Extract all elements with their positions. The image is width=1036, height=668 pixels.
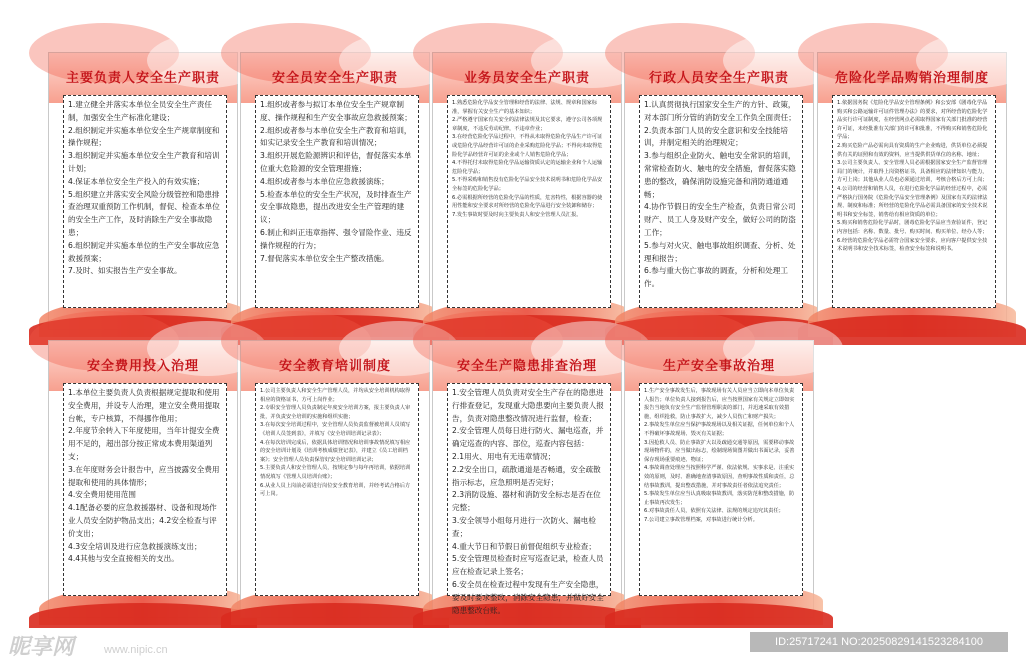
- board-item: 7.公司建立事故管理档案，对事故进行统计分析。: [644, 516, 758, 523]
- board-item: 4.不得托付未取得危险化学品运输资质认定的运输企业和个人运输危险化学品；: [452, 160, 603, 175]
- board-item: 7.督促落实本单位安全生产整改措施。: [260, 253, 389, 263]
- board-item: 2.事故发生单位应当保护事故现场以及相关证据，任何单位和个人不得破坏事故现场、毁灭有关证据；: [644, 422, 795, 437]
- board-title: 安全生产隐患排查治理: [456, 359, 597, 374]
- board-item: 2.购买危险产品必需向具有资质的生产企业购进，供货单位必须提供有关的证照和有效的资料，应当提供供货单位的名称、地址；: [837, 142, 988, 158]
- board-text-box: [639, 95, 803, 308]
- board-item: 5.不得采购和销售没有危险化学品安全技术说明书和危险化学品安全标签的危险化学品；: [452, 177, 603, 192]
- board-item: 4.在每次培训完成后，依据具体培训情况和培训事故情况填写相应的安全培训计划及《培训考核成绩登记表》，并建立《员工培训档案》；安全管理人员负责保管好安全培训培训记录；: [260, 439, 411, 463]
- board-item: 1.熟悉危险化学品安全管理和经营的法律、法规、规章和国家标准，掌握有关安全生产的基本知识；: [452, 100, 598, 115]
- board-item: 1.组织或者参与拟订本单位安全生产规章制度、操作规程和生产安全事故应急救援预案；: [260, 100, 412, 122]
- board-item: 6.从业人员上岗前必需进行岗位安全教育培训，并经考试合格后方可上岗。: [260, 482, 411, 498]
- board-item: 3.在年度财务会计报告中，应当披露安全费用提取和使用的具体情形；: [68, 464, 220, 487]
- board-item: 1.依据国务院《危险化学品安全管理条例》和公安部《剧毒化学品购买和公路运输许可证件管理办法》的要求，对所经营的危险化学品实行许可证制度，在经营网点必需取得国家有关部门批准的经营许可证，未经批准有关部门的许可和批准，不得购买和销售危险化学品；: [837, 100, 988, 141]
- board-title: 安全费用投入治理: [86, 359, 199, 374]
- board-title: 安全教育培训制度: [278, 359, 391, 374]
- board-title: 安全员安全生产职责: [271, 71, 398, 86]
- board-item: 4.事故调查处理应当按照科学严谨、依法依规、实事求是、注重实效的原则，及时、准确地查清事故原因，查明事故性质和责任，总结事故教训，提出整改措施，并对事故责任者依法追究责任；: [644, 465, 795, 489]
- board-item: 1.安全管理人员负责对安全生产存在的隐患进行排查登记，发现重大隐患要向主要负责人报告，负责对隐患整改情况进行监督，检查；: [452, 388, 604, 423]
- board-item: 5.检查本单位的安全生产状况，及时排查生产安全事故隐患，提出改进安全生产管理的建议；: [260, 189, 412, 225]
- board-item: 3.公司主要负责人、安全管理人员必需根据国家安全生产监督管理局门的统计，并取得上岗资格证书，具备相应的法律知识与能力，方可上岗；其他从业人员也必须通过培训，考核合格后方可上岗；: [837, 160, 988, 184]
- board-item: 1.公司主要负责人和安全生产管理人员，并均从安全培训机构取得相应的资格证书，方可上岗作业；: [260, 388, 411, 403]
- board-title: 行政人员安全生产职责: [648, 71, 789, 86]
- board-item: 7.发生事故时要及时向主要负责人和安全管理人员汇报。: [452, 211, 582, 218]
- board-item: 4.4其他与安全直接相关的支出。: [68, 554, 179, 564]
- board-item: 4.组织或者参与本单位应急救援演练；: [260, 176, 389, 186]
- board-item: 2.专职安全管理人员负责制定年度安全培训方案，报主要负责人审批，并负责安全培训的实施和组织实施；: [260, 405, 411, 420]
- board-item: 4.协作节假日的安全生产检查，负责日常公司财产、员工人身及财产安全，做好公司的防盗工作；: [644, 202, 796, 237]
- board-item: 4.3安全培训及进行应急救援演练支出；: [68, 541, 202, 551]
- board-item: 4.公司的经营和销售人员，在进行危险化学品的经营过程中，必需严格执行国务院《危险化学品安全管理条例》及国家有关的法律法规、制度和标准；所经营的危险化学品必需具备国家的安全技术说明书和安全标签，销售给有相应资质的单位；: [837, 185, 988, 218]
- board-item: 2.严格遵守国家有关安全的法律法规及其它要求，遵守公司各项规章制度，不违反劳动纪律，不违章作业；: [452, 117, 603, 132]
- board-item: 1.建立健全并落实本单位全员安全生产责任制，加强安全生产标准化建设；: [68, 100, 212, 122]
- board-item: 5.购买和销售危险化学品时，剧毒危险化学品应当查验证件，登记内容包括：名称、数量、批号、购买时间、购买单位、经办人等；: [837, 220, 988, 235]
- board-text-box: [63, 95, 227, 308]
- board-item: 2.安全管理人员每日进行防火、漏电巡查，并确定巡查的内容、部位，巡查内容包括：: [452, 426, 604, 449]
- board-item: 4.重大节日和节假日前督促组织专业检查；: [452, 541, 596, 551]
- board-text-box: [832, 95, 996, 308]
- board-item: 2.组织制定并实施本单位安全生产规章制度和操作规程；: [68, 125, 220, 148]
- board-6: [48, 340, 238, 618]
- board-item: 3.因抢救人员、防止事故扩大以及疏通交通等原因，需要移动事故现场物件的，应当做出标志，绘制现场简图并做出书面记录，妥善保存现场重要痕迹、物证；: [644, 439, 795, 463]
- board-9: [624, 340, 814, 618]
- board-item: 6.必需根据所经营的危险化学品的性质，危害特性，根据容器的使用性能和安全要求对所经营的危险化学品进行安全装卸和储存；: [452, 194, 603, 210]
- board-item: 5.安全管理员检查时应写巡查记录，检查人员应在检查记录上签名；: [452, 554, 604, 577]
- board-text-box: [255, 383, 419, 596]
- board-8: [432, 340, 622, 618]
- board-item: 3.参与组织企业防火、触电安全常识的培训，常常检查防火、触电的安全措施，督促落实隐患的整改，确保消防设施完备和消防通道通畅；: [644, 151, 796, 199]
- board-item: 5.事故发生单位应当认真吸取事故教训，落实防范和整改措施，防止事故再次发生；: [644, 491, 795, 506]
- board-text-box: [255, 95, 419, 308]
- board-1: [48, 52, 238, 330]
- board-item: 1.本单位主要负责人负责根据规定提取和使用安全费用，并设专人治理，建立安全费用提取台帐，专户核算，不得挪作他用；: [68, 388, 220, 423]
- board-title: 业务员安全生产职责: [463, 71, 590, 86]
- board-item: 2.1用火、用电有无违章情况；: [452, 451, 556, 461]
- board-item: 3.在每次安全培训过程中，安全管理人员负责监督被培训人员填写《培训人员签到表》，并填写《安全培训培训记录表》；: [260, 422, 411, 437]
- board-item: 4.安全费用使用范围: [68, 490, 136, 500]
- board-text-box: [447, 95, 611, 308]
- board-item: 3.组织制定并实施本单位安全生产教育和培训计划；: [68, 151, 220, 173]
- board-3: [432, 52, 622, 330]
- board-item: 6.组织制定并实施本单位的生产安全事故应急救援预案；: [68, 240, 220, 263]
- board-item: 5.组织建立并落实安全风险分级管控和隐患排查治理双重预防工作机制，督促、检查本单位的安全生产工作，及时消除生产安全事故隐患；: [68, 189, 220, 237]
- board-item: 1.生产安全事故发生后，事故现场有关人员应当立即向本单位负责人报告；单位负责人接到报告后，应当按照国家有关规定立即如实报告当地负有安全生产监督管理职责的部门，并迅速采取有效措施，组织抢救，防止事故扩大，减少人员伤亡和财产损失；: [644, 388, 795, 420]
- board-item: 6.经营的危险化学品必需符合国家安全要求，应向客户提供安全技术说明书和安全技术标签，检查安全标签和说明书。: [837, 237, 988, 253]
- watermark-url: www.nipic.cn: [104, 644, 168, 656]
- board-item: 5.参与对火灾、触电事故组织调查、分析、处理和报告；: [644, 240, 796, 263]
- board-item: 4.保证本单位安全生产投入的有效实施；: [68, 176, 205, 186]
- board-item: 2.3消防设施、器材和消防安全标志是否在位完整；: [452, 490, 601, 513]
- board-item: 4.1配备必要的应急救援器材、设备和现场作业人员安全防护物品支出；4.2安全检查与评价支出；: [68, 503, 217, 538]
- board-item: 1.认真贯彻执行国家安全生产的方针、政策，对本部门所分管的消防安全工作负全面责任；: [644, 100, 796, 122]
- board-text-box: [639, 383, 803, 596]
- board-item: 3.安全领导小组每月进行一次防火、漏电检查；: [452, 515, 596, 538]
- board-item: 2.年度节余转入下年度使用，当年计提安全费用不足的，超出部分按正常成本费用渠道列支；: [68, 426, 220, 461]
- board-title: 生产安全事故治理: [662, 359, 775, 374]
- board-item: 2.组织或者参与本单位安全生产教育和培训，如实记录安全生产教育和培训情况；: [260, 125, 412, 148]
- board-5: [817, 52, 1007, 330]
- board-title: 主要负责人安全生产职责: [65, 71, 220, 86]
- board-item: 6.对事故责任人员，依照有关法律、法规的规定追究其责任；: [644, 508, 784, 515]
- board-item: 6.参与重大伤亡事故的调查，分析和处理工作。: [644, 266, 788, 289]
- watermark-logo: 昵享网: [8, 634, 75, 660]
- board-text-box: [63, 383, 227, 596]
- board-item: 2.负责本部门人员的安全意识和安全技能培训，并制定相关的治理规定；: [644, 125, 788, 148]
- board-title: 危险化学品购销治理制度: [834, 71, 989, 86]
- board-7: [240, 340, 430, 618]
- image-id-bar: ID:25717241 NO:20250829141523284100: [750, 632, 1008, 652]
- board-item: 2.2安全出口，疏散通道是否畅通，安全疏散指示标志，应急照明是否完好；: [452, 464, 601, 487]
- board-item: 3.组织开展危险源辨识和评估，督促落实本单位重大危险源的安全管理措施；: [260, 151, 412, 173]
- board-item: 6.制止和纠正违章指挥、强令冒险作业、违反操作规程的行为；: [260, 227, 412, 250]
- board-4: [624, 52, 814, 330]
- board-text-box: [447, 383, 611, 615]
- board-item: 7.及时、如实报告生产安全事故。: [68, 266, 182, 276]
- board-item: 6.安全员在检查过程中发现有生产安全隐患，要及时要求整改，消除安全隐患，并做好安全隐患整改台账。: [452, 579, 604, 615]
- board-2: [240, 52, 430, 330]
- board-item: 5.主要负责人和安全管理人员，按规定参与每年再培训，依据培训情况填写《管理人员培训台账》；: [260, 465, 411, 480]
- board-item: 3.在经营危险化学品过程中，不得从未取得危险化学品生产许可证或危险化学品经营许可证的企业采购危险化学品；不得向未取得危险化学品经营许可证的企业或个人销售危险化学品；: [452, 134, 603, 158]
